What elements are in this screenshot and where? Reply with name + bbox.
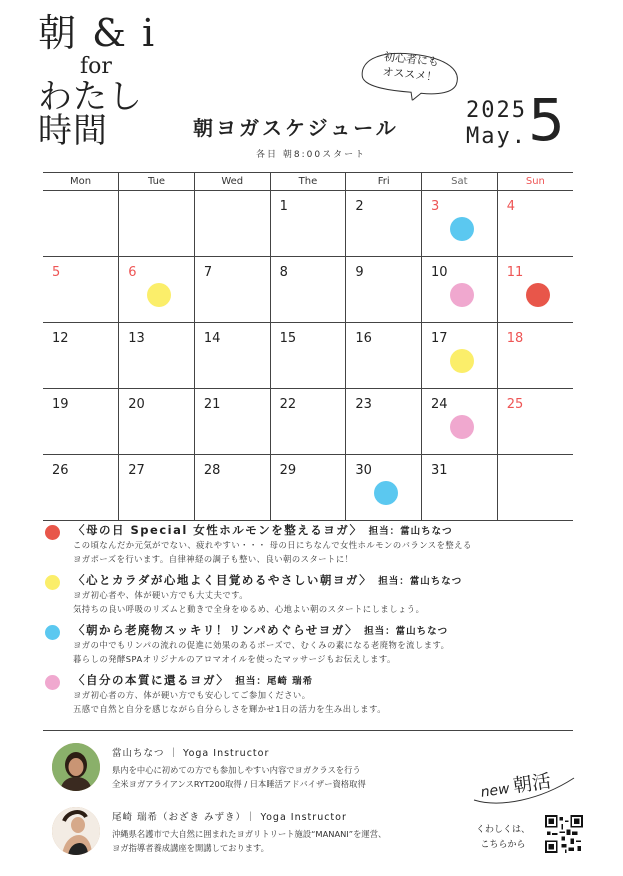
day-number: 18 bbox=[506, 331, 524, 346]
legend-heading bbox=[73, 622, 583, 638]
class-dot-blue bbox=[450, 217, 474, 241]
calendar-day bbox=[119, 257, 195, 323]
day-number: 17 bbox=[431, 331, 448, 346]
class-description: 五感で自然と自分を感じながら自分らしさを輝かせ1日の活力を生み出します。 bbox=[73, 704, 387, 714]
calendar-day bbox=[346, 257, 422, 323]
calendar-week bbox=[43, 389, 573, 455]
calendar-day bbox=[119, 191, 195, 257]
calendar-day bbox=[497, 191, 573, 257]
badge-text: 初心者にも オススメ！ bbox=[381, 50, 440, 84]
legend-heading bbox=[73, 572, 583, 588]
bio-line: 県内を中心に初めての方でも参加しやすい内容でヨガクラスを行う bbox=[112, 765, 361, 775]
calendar-week bbox=[43, 323, 573, 389]
class-description: ヨガ初心者の方、体が硬い方でも安心してご参加ください。 bbox=[73, 690, 311, 700]
calendar-day bbox=[43, 257, 119, 323]
calendar-day bbox=[270, 191, 346, 257]
weekday-header: Tue bbox=[119, 173, 195, 191]
instructor-name: 當山ちなつ ｜ Yoga Instructor bbox=[112, 748, 270, 759]
day-number: 16 bbox=[355, 331, 372, 346]
calendar-day bbox=[422, 389, 498, 455]
brand-logo bbox=[38, 11, 168, 151]
class-instructor: 担当：當山ちなつ bbox=[364, 626, 449, 637]
calendar-day bbox=[43, 191, 119, 257]
day-number: 20 bbox=[128, 397, 145, 412]
calendar-day bbox=[497, 323, 573, 389]
calendar-grid bbox=[43, 172, 573, 521]
day-number: 5 bbox=[52, 265, 61, 280]
bio-line: 全米ヨガアライアンスRYT200取得 / 日本睡活アドバイザー資格取得 bbox=[112, 779, 366, 789]
start-time: 各日 朝8:00スタート bbox=[256, 150, 367, 160]
calendar-day bbox=[497, 257, 573, 323]
calendar-week bbox=[43, 257, 573, 323]
day-number: 11 bbox=[506, 265, 524, 280]
class-instructor: 担当：尾崎 瑞希 bbox=[235, 676, 314, 687]
calendar-day bbox=[270, 455, 346, 521]
calendar-week bbox=[43, 455, 573, 521]
weekday-header: Sun bbox=[497, 173, 573, 191]
day-number: 23 bbox=[355, 397, 372, 412]
weekday-header: Sat bbox=[422, 173, 498, 191]
legend-heading bbox=[73, 672, 583, 688]
calendar-day bbox=[270, 323, 346, 389]
class-dot-red bbox=[526, 283, 550, 307]
legend-dot-pink bbox=[45, 675, 60, 690]
calendar-day bbox=[194, 389, 270, 455]
day-number: 14 bbox=[203, 331, 221, 346]
avatar bbox=[52, 743, 100, 791]
weekday-header: Mon bbox=[43, 173, 119, 191]
class-title: 〈母の日 Special 女性ホルモンを整えるヨガ〉 bbox=[73, 523, 363, 537]
class-description: この頃なんだか元気がでない、疲れやすい・・・ 母の日にちなんで女性ホルモンのバランスを整える bbox=[73, 540, 472, 550]
day-number: 8 bbox=[279, 265, 288, 280]
day-number: 9 bbox=[355, 265, 364, 280]
class-description: 気持ちの良い呼吸のリズムと動きで全身をゆるめ、心地よい朝のスタートにしましょう。 bbox=[73, 604, 425, 614]
class-title: 〈心とカラダが心地よく目覚めるやさしい朝ヨガ〉 bbox=[73, 573, 373, 587]
legend-dot-red bbox=[45, 525, 60, 540]
class-instructor: 担当：當山ちなつ bbox=[368, 526, 453, 537]
day-number: 15 bbox=[279, 331, 297, 346]
legend-dot-yellow bbox=[45, 575, 60, 590]
brand-line-3: わたし時間 bbox=[38, 77, 143, 151]
day-number: 6 bbox=[128, 265, 137, 280]
class-dot-pink bbox=[450, 283, 474, 307]
day-number: 2 bbox=[355, 199, 364, 214]
calendar-day bbox=[194, 257, 270, 323]
day-number: 21 bbox=[203, 397, 221, 412]
legend-item bbox=[43, 572, 583, 616]
calendar-day bbox=[346, 455, 422, 521]
more-info-text: くわしくは、 こちらから bbox=[476, 825, 531, 850]
class-dot-blue bbox=[374, 481, 398, 505]
day-number: 31 bbox=[431, 463, 448, 478]
swoosh-decoration bbox=[470, 770, 580, 810]
class-title: 〈朝から老廃物スッキリ！リンパめぐらせヨガ〉 bbox=[73, 623, 359, 637]
day-number: 30 bbox=[355, 463, 372, 478]
qr-code[interactable] bbox=[545, 815, 583, 853]
calendar-day bbox=[43, 455, 119, 521]
calendar-day bbox=[119, 323, 195, 389]
bio-line: 沖縄県名護市で大自然に囲まれたヨガリトリート施設“MANANI”を運営、 bbox=[112, 829, 387, 839]
bio-line: ヨガ指導者養成講座を開講しております。 bbox=[112, 843, 269, 853]
calendar-day bbox=[422, 191, 498, 257]
month-number: 5 bbox=[528, 86, 565, 154]
instructor-name: 尾崎 瑞希（おざき みずき）｜ Yoga Instructor bbox=[112, 812, 347, 823]
page-title: 朝ヨガスケジュール bbox=[193, 116, 399, 140]
calendar-day bbox=[497, 455, 573, 521]
day-number: 22 bbox=[279, 397, 297, 412]
calendar-day bbox=[346, 323, 422, 389]
calendar-day bbox=[422, 257, 498, 323]
weekday-header: Fri bbox=[346, 173, 422, 191]
class-legend bbox=[43, 522, 583, 722]
legend-heading bbox=[73, 522, 583, 538]
new-label: new bbox=[479, 780, 511, 801]
legend-dot-blue bbox=[45, 625, 60, 640]
day-number: 3 bbox=[431, 199, 440, 214]
class-description: ヨガの中でもリンパの流れの促進に効果のあるポーズで、むくみの素になる老廃物を流します。 bbox=[73, 640, 450, 650]
day-number: 13 bbox=[128, 331, 145, 346]
month-name: May. bbox=[466, 124, 527, 149]
divider bbox=[43, 730, 573, 731]
class-dot-pink bbox=[450, 415, 474, 439]
avatar bbox=[52, 807, 100, 855]
day-number: 12 bbox=[52, 331, 69, 346]
class-description: ヨガポーズを行います。自律神経の調子も整い、良い朝のスタートに！ bbox=[73, 554, 354, 564]
day-number: 29 bbox=[279, 463, 297, 478]
calendar-day bbox=[43, 323, 119, 389]
weekday-header: Wed bbox=[194, 173, 270, 191]
day-number: 28 bbox=[203, 463, 221, 478]
badge-outline bbox=[353, 42, 468, 105]
day-number: 25 bbox=[506, 397, 524, 412]
brand-line-1: 朝 & i bbox=[38, 11, 157, 55]
class-description: 暮らしの発酵SPAオリジナルのアロマオイルを使ったマッサージもお伝えします。 bbox=[73, 654, 396, 664]
calendar-day bbox=[497, 389, 573, 455]
class-title: 〈自分の本質に還るヨガ〉 bbox=[73, 673, 230, 687]
calendar-day bbox=[119, 455, 195, 521]
calendar-day bbox=[422, 323, 498, 389]
year: 2025 bbox=[466, 98, 527, 123]
weekday-header: The bbox=[270, 173, 346, 191]
day-number: 19 bbox=[52, 397, 69, 412]
calendar-day bbox=[194, 191, 270, 257]
class-instructor: 担当：當山ちなつ bbox=[378, 576, 463, 587]
brand-line-2: for bbox=[80, 54, 112, 79]
beginner-badge bbox=[353, 42, 468, 105]
calendar-day bbox=[194, 323, 270, 389]
legend-item bbox=[43, 672, 583, 716]
instructor-bio bbox=[112, 763, 366, 791]
calendar-week bbox=[43, 191, 573, 257]
class-dot-yellow bbox=[147, 283, 171, 307]
calendar-day bbox=[346, 389, 422, 455]
day-number: 26 bbox=[52, 463, 69, 478]
instructor-profile bbox=[52, 743, 452, 793]
calendar-day bbox=[194, 455, 270, 521]
day-number: 4 bbox=[506, 199, 515, 214]
calendar-day bbox=[346, 191, 422, 257]
day-number: 1 bbox=[279, 199, 288, 214]
day-number: 24 bbox=[431, 397, 448, 412]
calendar-day bbox=[270, 389, 346, 455]
day-number: 7 bbox=[203, 265, 213, 280]
instructor-bio bbox=[112, 827, 386, 855]
calendar-day bbox=[270, 257, 346, 323]
calendar-day bbox=[43, 389, 119, 455]
day-number: 27 bbox=[128, 463, 145, 478]
asakatsu-label: 朝活 bbox=[511, 770, 553, 798]
instructor-profile bbox=[52, 807, 452, 857]
calendar-day bbox=[119, 389, 195, 455]
legend-item bbox=[43, 522, 583, 566]
calendar-day bbox=[422, 455, 498, 521]
legend-item bbox=[43, 622, 583, 666]
class-description: ヨガ初心者や、体が硬い方でも大丈夫です。 bbox=[73, 590, 249, 600]
class-dot-yellow bbox=[450, 349, 474, 373]
day-number: 10 bbox=[431, 265, 448, 280]
